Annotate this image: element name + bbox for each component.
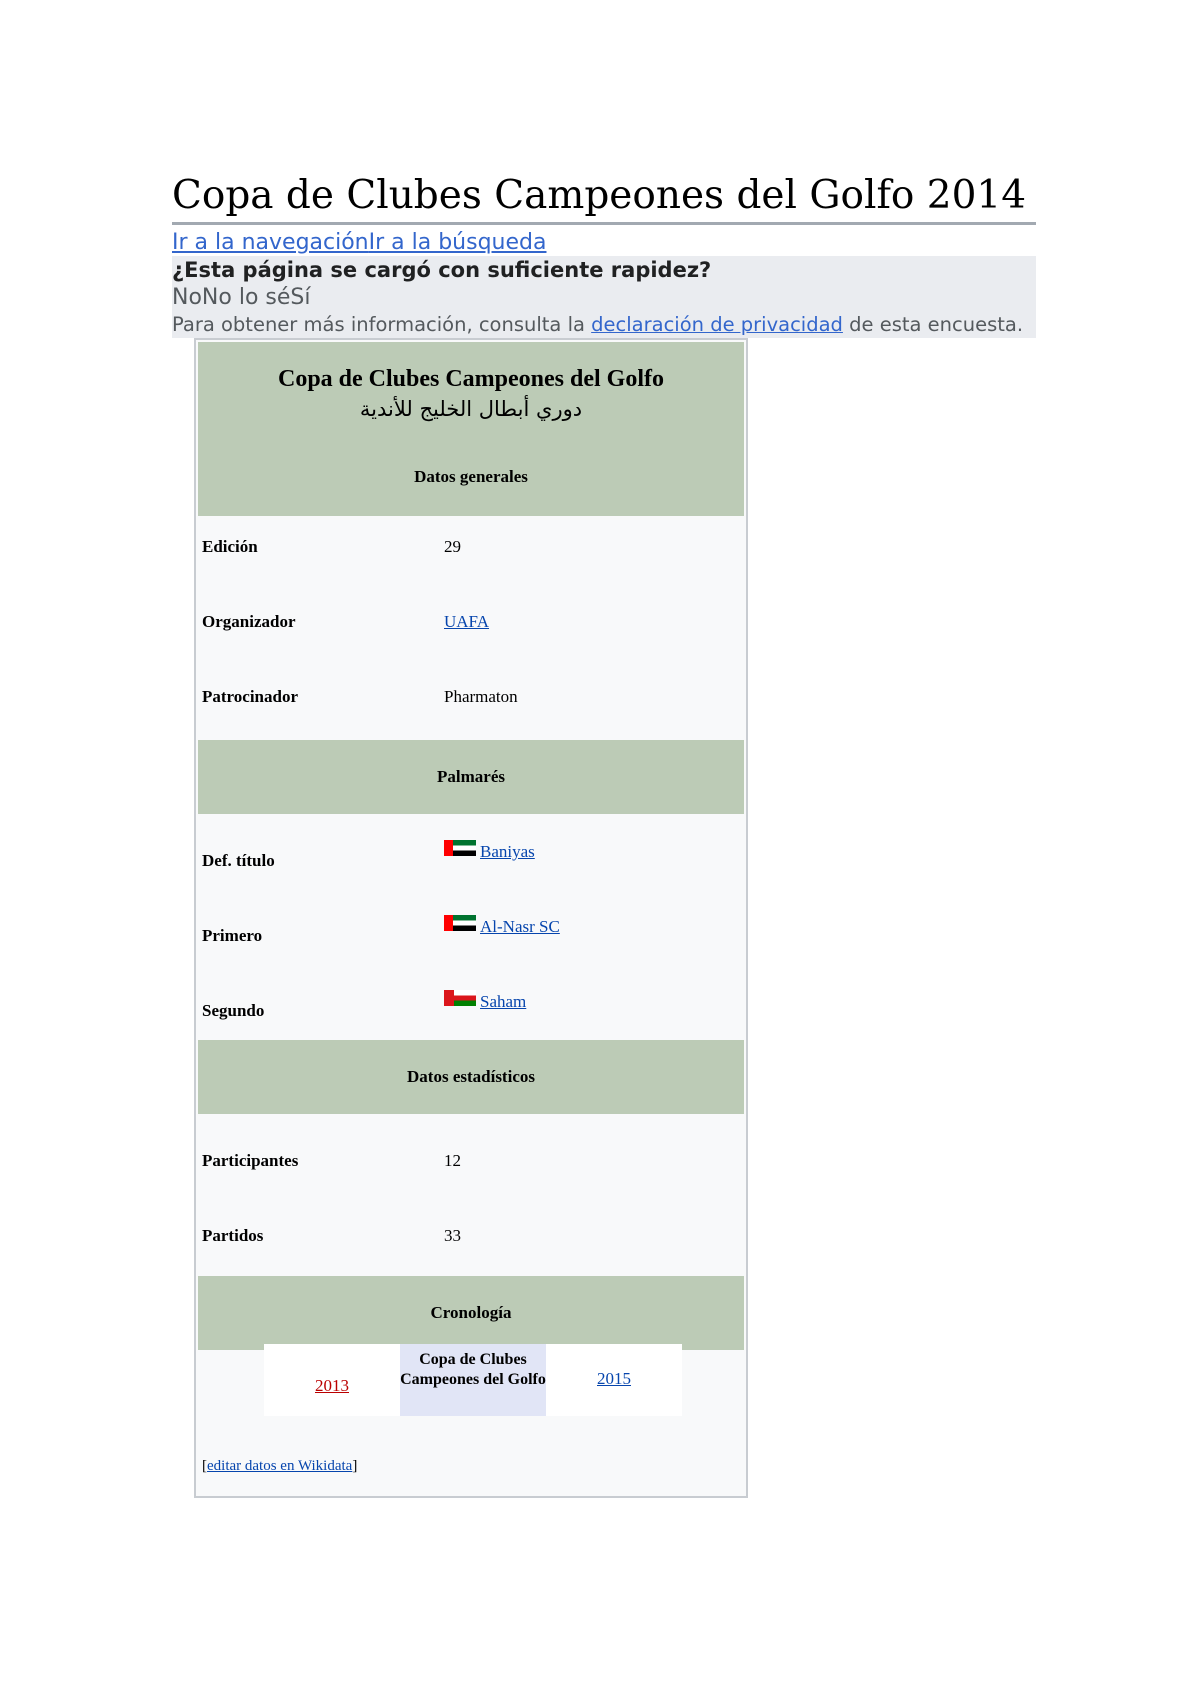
chrono-next-link[interactable]: 2015: [597, 1369, 631, 1388]
value-primero: [444, 915, 560, 938]
infobox-header: [198, 342, 744, 516]
chrono-prev: [264, 1344, 400, 1416]
section-chrono: Cronología: [198, 1276, 744, 1350]
survey-answer-no[interactable]: No: [172, 285, 202, 310]
flag-uae-icon: [444, 840, 476, 856]
survey-note-text: Para obtener más información, consulta la: [172, 313, 592, 336]
skip-links: [172, 229, 546, 257]
flag-uae-icon: [444, 915, 476, 931]
bracket-open: [: [202, 1458, 207, 1474]
label-edicion: Edición: [202, 537, 258, 556]
value-edicion: 29: [444, 537, 461, 556]
chronology: [264, 1344, 682, 1416]
survey-note: [172, 312, 1023, 338]
flag-oman-icon: [444, 990, 476, 1006]
survey-question: ¿Esta página se cargó con suficiente rapidez?: [172, 258, 712, 282]
section-palmares: Palmarés: [198, 740, 744, 814]
survey-answer-yes[interactable]: Sí: [290, 285, 311, 310]
skip-to-search-link[interactable]: Ir a la búsqueda: [368, 230, 547, 255]
chrono-prev-link[interactable]: 2013: [315, 1376, 349, 1395]
label-partidos: Partidos: [202, 1226, 264, 1245]
value-segundo: [444, 990, 526, 1013]
primero-link[interactable]: Al-Nasr SC: [480, 917, 560, 936]
label-patrocinador: Patrocinador: [202, 687, 299, 706]
def-titulo-link[interactable]: Baniyas: [480, 842, 535, 861]
survey-answer-dont-know[interactable]: No lo sé: [201, 285, 291, 310]
value-partidos: 33: [444, 1226, 461, 1245]
value-organizador: [444, 611, 489, 633]
section-stats: Datos estadísticos: [198, 1040, 744, 1114]
value-patrocinador: Pharmaton: [444, 687, 518, 706]
survey-note-text-end: de esta encuesta.: [842, 313, 1024, 336]
survey-answers: [172, 284, 310, 312]
bracket-close: ]: [352, 1458, 358, 1474]
infobox: [194, 338, 748, 1498]
segundo-link[interactable]: Saham: [480, 992, 527, 1011]
value-def-titulo: [444, 840, 535, 863]
chrono-next: [546, 1344, 682, 1416]
label-segundo: Segundo: [202, 1001, 265, 1020]
organizador-link[interactable]: UAFA: [444, 612, 490, 631]
chrono-current: Copa de Clubes Campeones del Golfo: [400, 1344, 546, 1416]
wikidata-edit-link[interactable]: editar datos en Wikidata: [207, 1458, 353, 1474]
page-title: Copa de Clubes Campeones del Golfo 2014: [172, 170, 1036, 225]
value-participantes: 12: [444, 1151, 461, 1170]
infobox-title: Copa de Clubes Campeones del Golfo: [277, 366, 665, 392]
label-primero: Primero: [202, 926, 263, 945]
skip-to-navigation-link[interactable]: Ir a la navegación: [172, 230, 369, 255]
label-organizador: Organizador: [202, 612, 296, 631]
wikidata-edit: [202, 1456, 357, 1476]
label-participantes: Participantes: [202, 1151, 299, 1170]
section-general: Datos generales: [414, 467, 528, 486]
label-def-titulo: Def. título: [202, 851, 275, 870]
speed-survey: [172, 256, 1036, 338]
privacy-statement-link[interactable]: declaración de privacidad: [591, 313, 843, 336]
infobox-arabic-title: دوري أبطال الخليج للأندية: [359, 397, 583, 421]
